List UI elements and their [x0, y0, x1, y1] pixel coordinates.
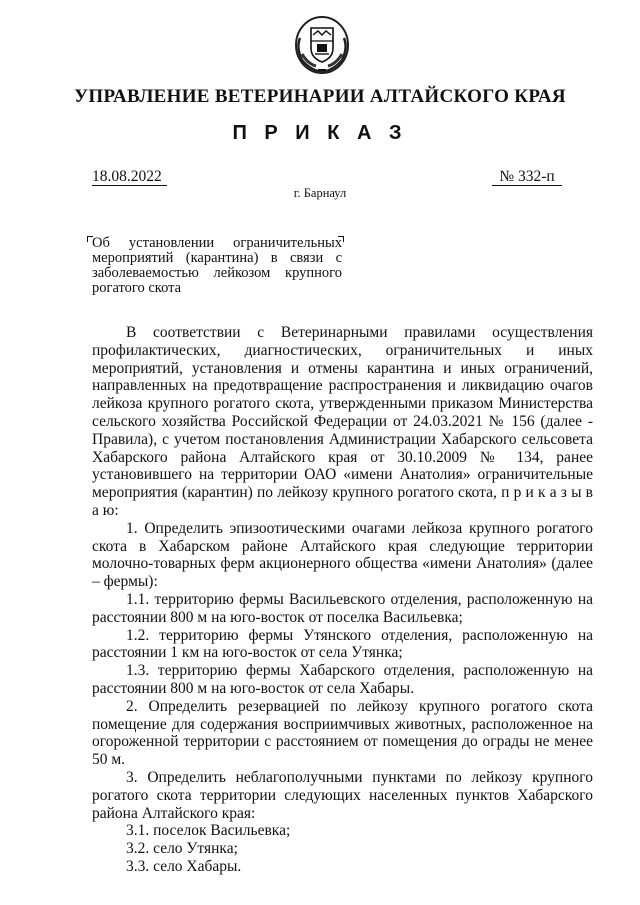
order-item-3-3: 3.3. село Хабары.: [126, 857, 242, 875]
coat-of-arms-icon: [292, 14, 352, 76]
agency-title: УПРАВЛЕНИЕ ВЕТЕРИНАРИИ АЛТАЙСКОГО КРАЯ: [74, 86, 566, 107]
document-city: г. Барнаул: [293, 186, 347, 200]
order-item-3-2: 3.2. село Утянка;: [126, 840, 238, 858]
order-item-1: 1. Определить эпизоотическими очагами лейкоза крупного рогатого скота в Хабарском районе Алтайского края следующие территории молочно-товарных ферм акционерного общества «имени Анатолия» (далее – фермы):: [92, 519, 593, 591]
order-item-1-3: 1.3. территорию фермы Хабарского отделения, расположенную на расстоянии 800 м на юго-восток от села Хабары.: [92, 662, 593, 697]
order-item-1-1: 1.1. территорию фермы Васильевского отделения, расположенную на расстоянии 800 м на юго-восток от поселка Васильевка;: [92, 590, 593, 626]
document-number: № 332-п: [492, 168, 562, 186]
document-body: [92, 324, 593, 876]
order-item-2: 2. Определить резервацией по лейкозу крупного рогатого скота помещение для содержания восприимчивых животных, расположенное на огороженной территории с расстоянием от помещения до ограды не менее 50 м.: [92, 697, 593, 769]
document-date: 18.08.2022: [92, 168, 167, 186]
document-type: П Р И К А З: [232, 122, 408, 144]
document-subject: Об установлении ограничительных мероприятий (карантина) в связи с заболеваемостью лейкозом крупного рогатого скота: [92, 235, 342, 296]
preamble-paragraph: В соответствии с Ветеринарными правилами осуществления профилактических, диагностических, ограничительных и иных мероприятий, установления и отмены карантина и иных ограничений, направленных на предотвращение распространения и ликвидацию очагов лейкоза крупного рогатого скота, утвержденными приказом Министерства сельского хозяйства Российской Федерации от 24.03.2021 № 156 (далее - Правила), с учетом постановления Администрации Хабарского сельсовета Хабарского района Алтайского края от 30.10.2009 № 134, ранее установившего на территории ОАО «имени Анатолия» ограничительные мероприятия (карантин) по лейкозу крупного рогатого скота, п р и к а з ы в а ю:: [92, 324, 593, 519]
order-item-1-2: 1.2. территорию фермы Утянского отделения, расположенную на расстоянии 1 км на юго-восток от села Утянка;: [92, 626, 593, 662]
order-item-3-1: 3.1. поселок Васильевка;: [126, 822, 291, 840]
order-item-3: 3. Определить неблагополучными пунктами по лейкозу крупного рогатого скота территории следующих населенных пунктов Хабарского района Алтайского края:: [92, 768, 593, 822]
